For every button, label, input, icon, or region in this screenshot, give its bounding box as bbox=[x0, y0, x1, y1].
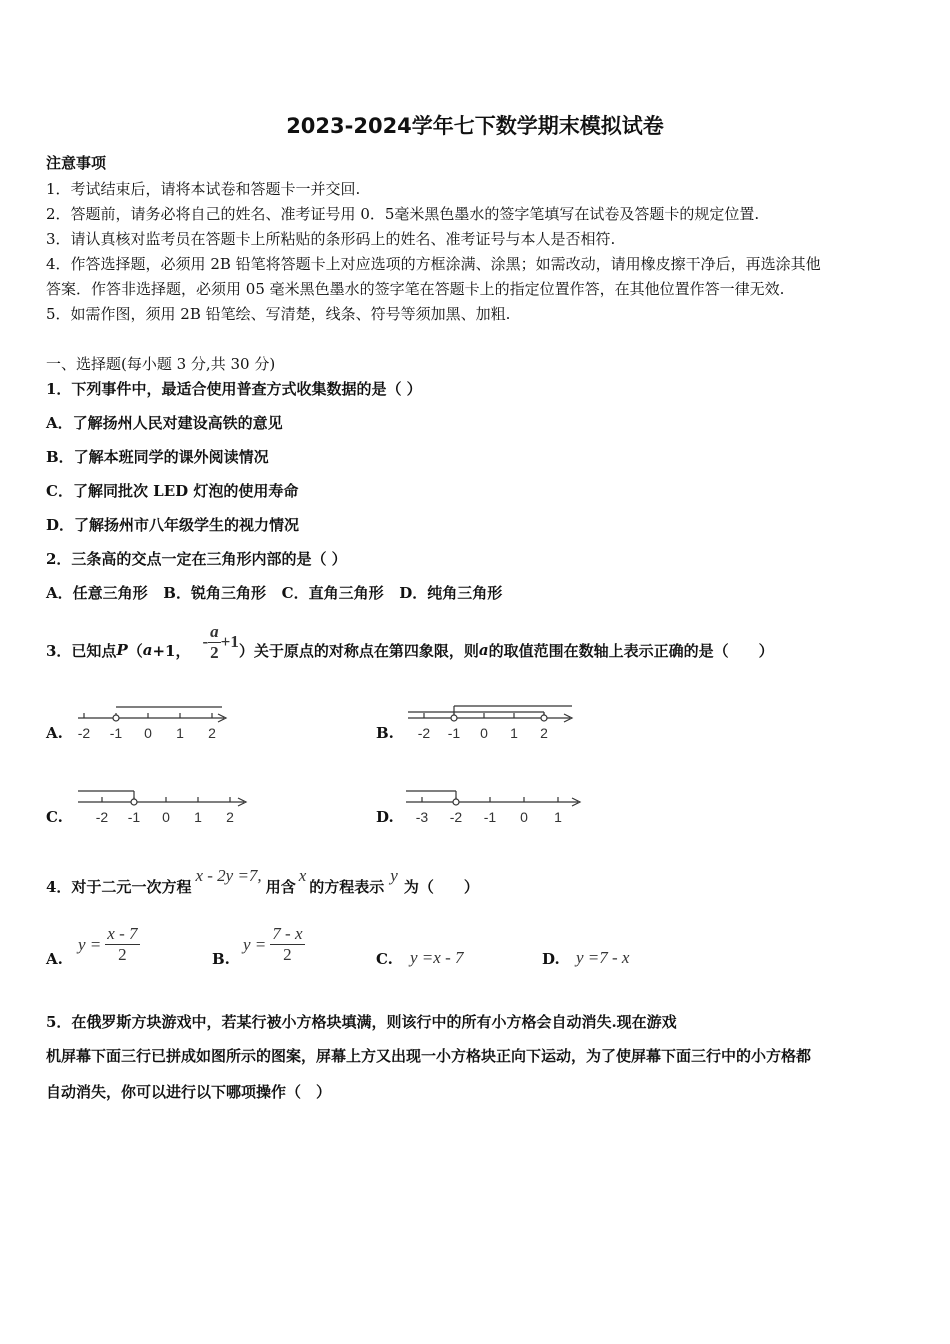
notice-item: 2．答题前，请务必将自己的姓名、准考证号用 0．5毫米黑色墨水的签字笔填写在试卷及答题卡的规定位置. bbox=[46, 205, 760, 223]
q3-label-c: C. bbox=[46, 808, 63, 826]
q3-prefix: 3．已知点 bbox=[46, 641, 117, 660]
tick-label: 1 bbox=[554, 809, 562, 825]
q3-fraction bbox=[208, 622, 221, 663]
section-heading: 一、选择题(每小题 3 分,共 30 分) bbox=[46, 355, 276, 373]
q4-a-fraction bbox=[105, 924, 139, 965]
tick-label: 0 bbox=[144, 725, 152, 741]
tick-label: -3 bbox=[415, 809, 429, 825]
q4-b-lhs: y = bbox=[243, 934, 267, 954]
q4-equation: x - 2y =7, bbox=[195, 866, 262, 885]
q3-open: （ bbox=[127, 641, 143, 660]
q3-point: P bbox=[116, 641, 128, 659]
q4-prefix: 4．对于二元一次方程 bbox=[46, 877, 192, 896]
q4-a-den: 2 bbox=[105, 944, 139, 965]
notice-heading: 注意事项 bbox=[46, 154, 107, 172]
tick-label: 2 bbox=[540, 725, 548, 741]
tick-label: -1 bbox=[483, 809, 497, 825]
tick-label: -2 bbox=[449, 809, 463, 825]
q2-options: A．任意三角形 B．锐角三角形 C．直角三角形 D．纯角三角形 bbox=[46, 584, 503, 602]
question-5-line: 机屏幕下面三行已拼成如图所示的图案，屏幕上方又出现一小方格块正向下运动，为了使屏幕下面三行中的小方格都 bbox=[46, 1047, 812, 1065]
q4-yvar: y bbox=[390, 866, 398, 885]
q3-label-a: A. bbox=[46, 724, 63, 742]
tick-label: 2 bbox=[208, 725, 216, 741]
tick-label: -1 bbox=[127, 809, 141, 825]
tick-label: 0 bbox=[520, 809, 528, 825]
q4-a-num: x - 7 bbox=[107, 924, 138, 943]
question-5-line: 5．在俄罗斯方块游戏中，若某行被小方格块填满，则该行中的所有小方格会自动消失.现在游戏 bbox=[46, 1013, 677, 1031]
q3-mid: 关于原点的对称点在第四象限，则 bbox=[253, 641, 479, 660]
q3-label-d: D. bbox=[376, 808, 394, 826]
q3-label-b: B. bbox=[376, 724, 394, 742]
ticks-a bbox=[78, 713, 216, 741]
q1-option-c: C．了解同批次 LED 灯泡的使用寿命 bbox=[46, 482, 299, 500]
q4-b-num: 7 - x bbox=[272, 924, 303, 943]
q3-frac-den: 2 bbox=[210, 642, 219, 662]
tick-label: 0 bbox=[162, 809, 170, 825]
open-point-a bbox=[113, 715, 119, 721]
ticks-b bbox=[418, 713, 548, 741]
tick-label: 0 bbox=[480, 725, 488, 741]
q3-option-d-numberline bbox=[402, 782, 592, 832]
q4-label-d: D. bbox=[542, 950, 560, 968]
q3-plus1: +1， bbox=[152, 641, 191, 660]
question-3-stem bbox=[46, 620, 774, 680]
q4-b-fraction bbox=[270, 924, 304, 965]
notice-item: 1．考试结束后，请将本试卷和答题卡一并交回. bbox=[46, 180, 361, 198]
q1-option-d: D．了解扬州市八年级学生的视力情况 bbox=[46, 516, 300, 534]
q4-mid: 用含 bbox=[265, 877, 296, 896]
q4-label-c: C. bbox=[376, 950, 393, 968]
tick-label: 1 bbox=[194, 809, 202, 825]
q3-option-c-numberline bbox=[74, 782, 254, 832]
q1-option-a: A．了解扬州人民对建设高铁的意见 bbox=[46, 414, 283, 432]
q4-mid2: 的方程表示 bbox=[309, 877, 385, 896]
tick-label: -1 bbox=[109, 725, 123, 741]
tick-label: -1 bbox=[447, 725, 461, 741]
q3-a1: a bbox=[142, 641, 153, 659]
q4-label-b: B. bbox=[212, 950, 230, 968]
tick-label: 2 bbox=[226, 809, 234, 825]
tick-label: -2 bbox=[77, 725, 91, 741]
open-point-b1 bbox=[451, 715, 457, 721]
q4-option-b bbox=[243, 924, 305, 965]
open-point-d bbox=[453, 799, 459, 805]
notice-item: 4．作答选择题，必须用 2B 铅笔将答题卡上对应选项的方框涂满、涂黑；如需改动，请用橡皮擦干净后，再选涂其他 bbox=[46, 255, 821, 273]
q3-var: a bbox=[478, 641, 489, 659]
q3-option-b-numberline bbox=[402, 698, 582, 748]
q3-tail-plus: +1 bbox=[220, 632, 239, 651]
tick-label: 1 bbox=[510, 725, 518, 741]
question-2-stem: 2．三条高的交点一定在三角形内部的是（ ） bbox=[46, 550, 347, 568]
q3-suffix: 的取值范围在数轴上表示正确的是（ ） bbox=[488, 641, 774, 660]
q3-neg: - bbox=[202, 632, 209, 651]
q4-option-c: y =x - 7 bbox=[410, 948, 464, 967]
q4-label-a: A. bbox=[46, 950, 63, 968]
ticks-d bbox=[416, 797, 562, 825]
q4-a-lhs: y = bbox=[78, 934, 102, 954]
q4-xvar: x bbox=[298, 866, 307, 885]
tick-label: -2 bbox=[95, 809, 109, 825]
tick-label: 1 bbox=[176, 725, 184, 741]
q4-option-d: y =7 - x bbox=[576, 948, 630, 967]
q4-option-a bbox=[78, 924, 140, 965]
q1-option-b: B．了解本班同学的课外阅读情况 bbox=[46, 448, 269, 466]
notice-item: 答案．作答非选择题，必须用 05 毫米黑色墨水的签字笔在答题卡上的指定位置作答，在其他位置作答一律无效. bbox=[46, 280, 785, 298]
tick-label: -2 bbox=[417, 725, 431, 741]
ticks-c bbox=[96, 797, 234, 825]
q4-b-den: 2 bbox=[270, 944, 304, 965]
open-point-b2 bbox=[541, 715, 547, 721]
notice-item: 3．请认真核对监考员在答题卡上所粘贴的条形码上的姓名、准考证号与本人是否相符. bbox=[46, 230, 616, 248]
question-1-stem: 1．下列事件中，最适合使用普查方式收集数据的是（ ） bbox=[46, 380, 422, 398]
page-title: 2023-2024学年七下数学期末模拟试卷 bbox=[286, 114, 664, 138]
q3-option-a-numberline bbox=[72, 698, 242, 748]
q3-close: ） bbox=[238, 641, 254, 660]
notice-item: 5．如需作图，须用 2B 铅笔绘、写清楚，线条、符号等须加黑、加粗. bbox=[46, 305, 511, 323]
q4-suffix: 为（ ） bbox=[403, 877, 479, 896]
question-4-stem bbox=[46, 866, 479, 906]
question-5-line: 自动消失，你可以进行以下哪项操作（ ） bbox=[46, 1083, 332, 1101]
open-point-c bbox=[131, 799, 137, 805]
q3-frac-num: a bbox=[210, 621, 219, 641]
